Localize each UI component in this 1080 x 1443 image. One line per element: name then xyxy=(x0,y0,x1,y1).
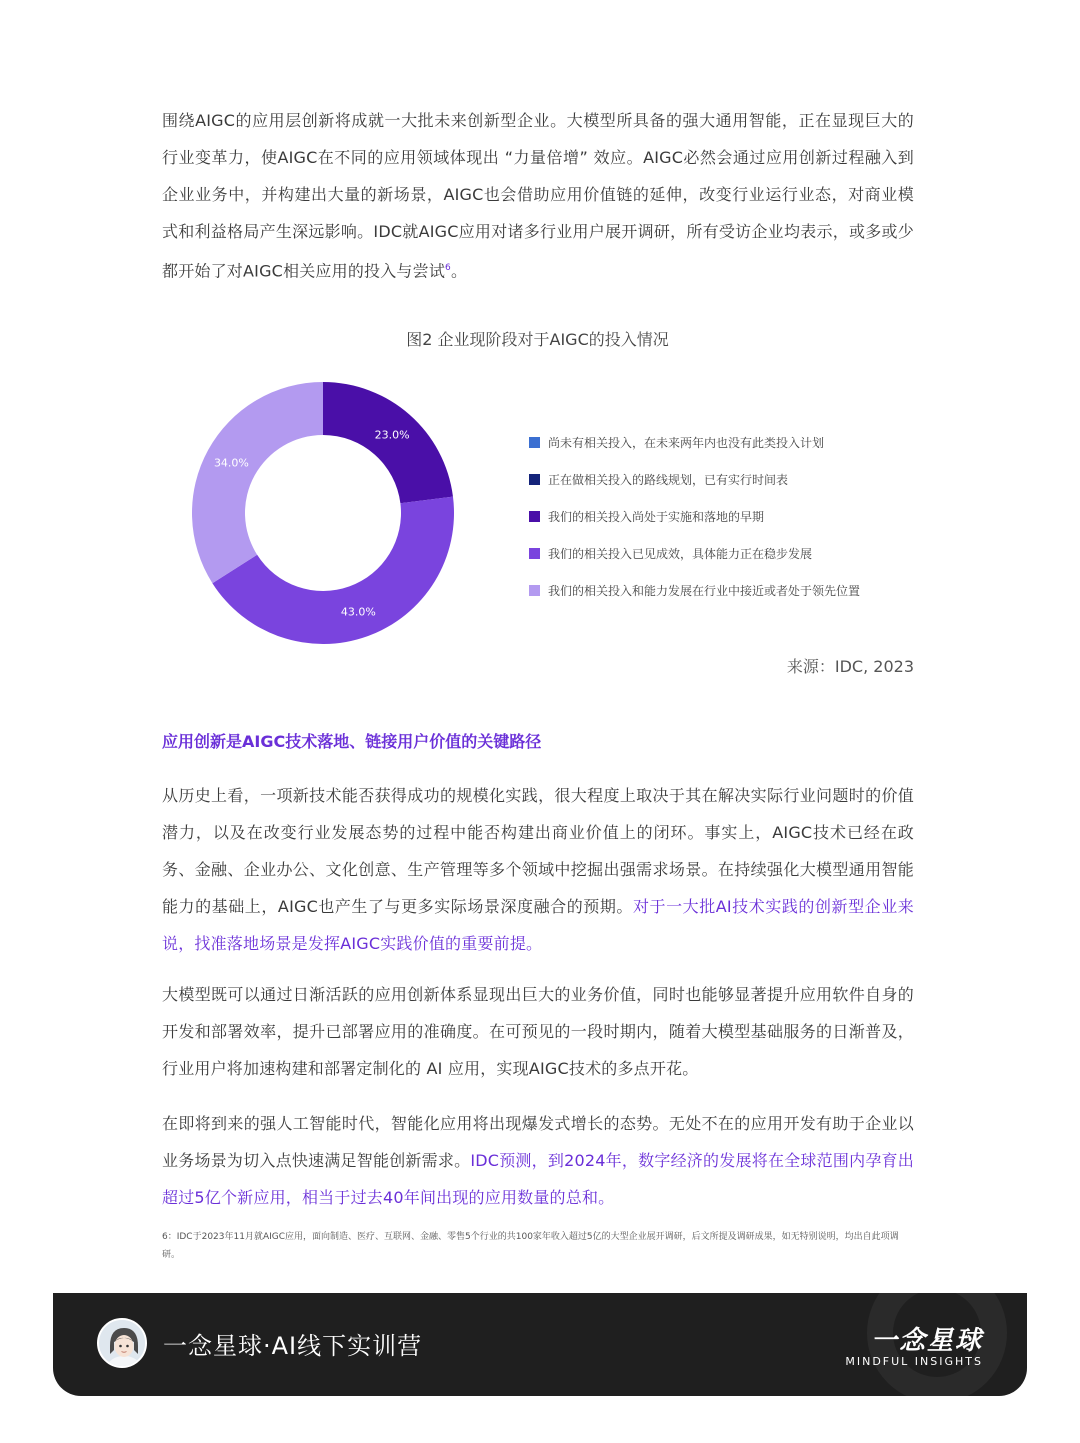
legend-label: 我们的相关投入尚处于实施和落地的早期 xyxy=(548,510,765,524)
banner-title: 一念星球·AI线下实训营 xyxy=(163,1332,423,1360)
legend-swatch xyxy=(529,437,540,448)
donut-slice xyxy=(192,382,323,583)
bottom-banner xyxy=(53,1293,1027,1396)
legend-swatch xyxy=(529,548,540,559)
intro-paragraph xyxy=(162,102,914,289)
paragraph-highlight: 对于一大批AI技术实践的创新型企业来说，找准落地场景是发挥AIGC实践价值的重要前提。 xyxy=(162,897,914,953)
intro-text: 围绕AIGC的应用层创新将成就一大批未来创新型企业。大模型所具备的强大通用智能，正在显现巨大的行业变革力，使AIGC在不同的应用领域体现出 “力量倍增” 效应。AIGC必然会通过应用创新过程融入到企业业务中，并构建出大量的新场景，AIGC也会借助应用价值链的延伸，改变行业运行业态，对商业模式和利益格局产生深远影响。IDC就AIGC应用对诸多行业用户展开调研，所有受访企业均表示，或多或少都开始了对AIGC相关应用的投入与尝试 xyxy=(162,111,914,281)
donut-data-label: 23.0% xyxy=(374,428,410,442)
section-heading: 应用创新是AIGC技术落地、链接用户价值的关键路径 xyxy=(162,732,542,751)
legend-item xyxy=(529,424,929,461)
legend-item xyxy=(529,461,929,498)
avatar-girl-icon xyxy=(97,1318,147,1368)
legend-item xyxy=(529,535,929,572)
paragraph-text: 大模型既可以通过日渐活跃的应用创新体系显现出巨大的业务价值，同时也能够显著提升应用软件自身的开发和部署效率，提升已部署应用的准确度。在可预见的一段时期内，随着大模型基础服务的日渐普及，行业用户将加速构建和部署定制化的 AI 应用，实现AIGC技术的多点开花。 xyxy=(162,985,914,1078)
paragraph-model-value xyxy=(162,976,914,1087)
intro-end: 。 xyxy=(450,261,468,281)
donut-chart xyxy=(180,370,466,656)
legend-label: 尚未有相关投入，在未来两年内也没有此类投入计划 xyxy=(548,436,825,450)
legend-label: 我们的相关投入和能力发展在行业中接近或者处于领先位置 xyxy=(548,584,861,598)
legend-label: 正在做相关投入的路线规划，已有实行时间表 xyxy=(548,473,789,487)
footnote: 6：IDC于2023年11月就AIGC应用，面向制造、医疗、互联网、金融、零售5个行业的共100家年收入超过5亿的大型企业展开调研，后文所提及调研成果，如无特别说明，均出自此项调研。 xyxy=(162,1232,899,1260)
paragraph-ai-era xyxy=(162,1105,914,1216)
figure-title: 图2 企业现阶段对于AIGC的投入情况 xyxy=(406,330,669,349)
legend-swatch xyxy=(529,511,540,522)
brand-subtitle: MINDFUL INSIGHTS xyxy=(845,1355,983,1368)
donut-slice xyxy=(323,382,453,503)
paragraph-highlight: IDC预测，到2024年，数字经济的发展将在全球范围内孕育出超过5亿个新应用，相当于过去40年间出现的应用数量的总和。 xyxy=(162,1151,914,1207)
donut-data-label: 43.0% xyxy=(340,605,376,619)
paragraph-text: 从历史上看，一项新技术能否获得成功的规模化实践，很大程度上取决于其在解决实际行业问题时的价值潜力，以及在改变行业发展态势的过程中能否构建出商业价值上的闭环。事实上，AIGC技术已经在政务、金融、企业办公、文化创意、生产管理等多个领域中挖掘出强需求场景。在持续强化大模型通用智能能力的基础上，AIGC也产生了与更多实际场景深度融合的预期。 xyxy=(162,786,914,916)
paragraph-history xyxy=(162,777,914,962)
donut-data-label: 34.0% xyxy=(213,456,249,470)
donut-slice xyxy=(212,497,454,644)
legend-item xyxy=(529,498,929,535)
legend-item xyxy=(529,572,929,609)
figure-source: 来源：IDC, 2023 xyxy=(786,657,914,676)
paragraph-text: 在即将到来的强人工智能时代，智能化应用将出现爆发式增长的态势。无处不在的应用开发有助于企业以业务场景为切入点快速满足智能创新需求。 xyxy=(162,1114,914,1170)
legend-swatch xyxy=(529,585,540,596)
footnote-ref[interactable]: 6 xyxy=(445,263,451,273)
brand-logo-text: 一念星球 xyxy=(870,1326,983,1356)
chart-legend xyxy=(529,424,929,609)
legend-label: 我们的相关投入已见成效，具体能力正在稳步发展 xyxy=(548,547,813,561)
legend-swatch xyxy=(529,474,540,485)
